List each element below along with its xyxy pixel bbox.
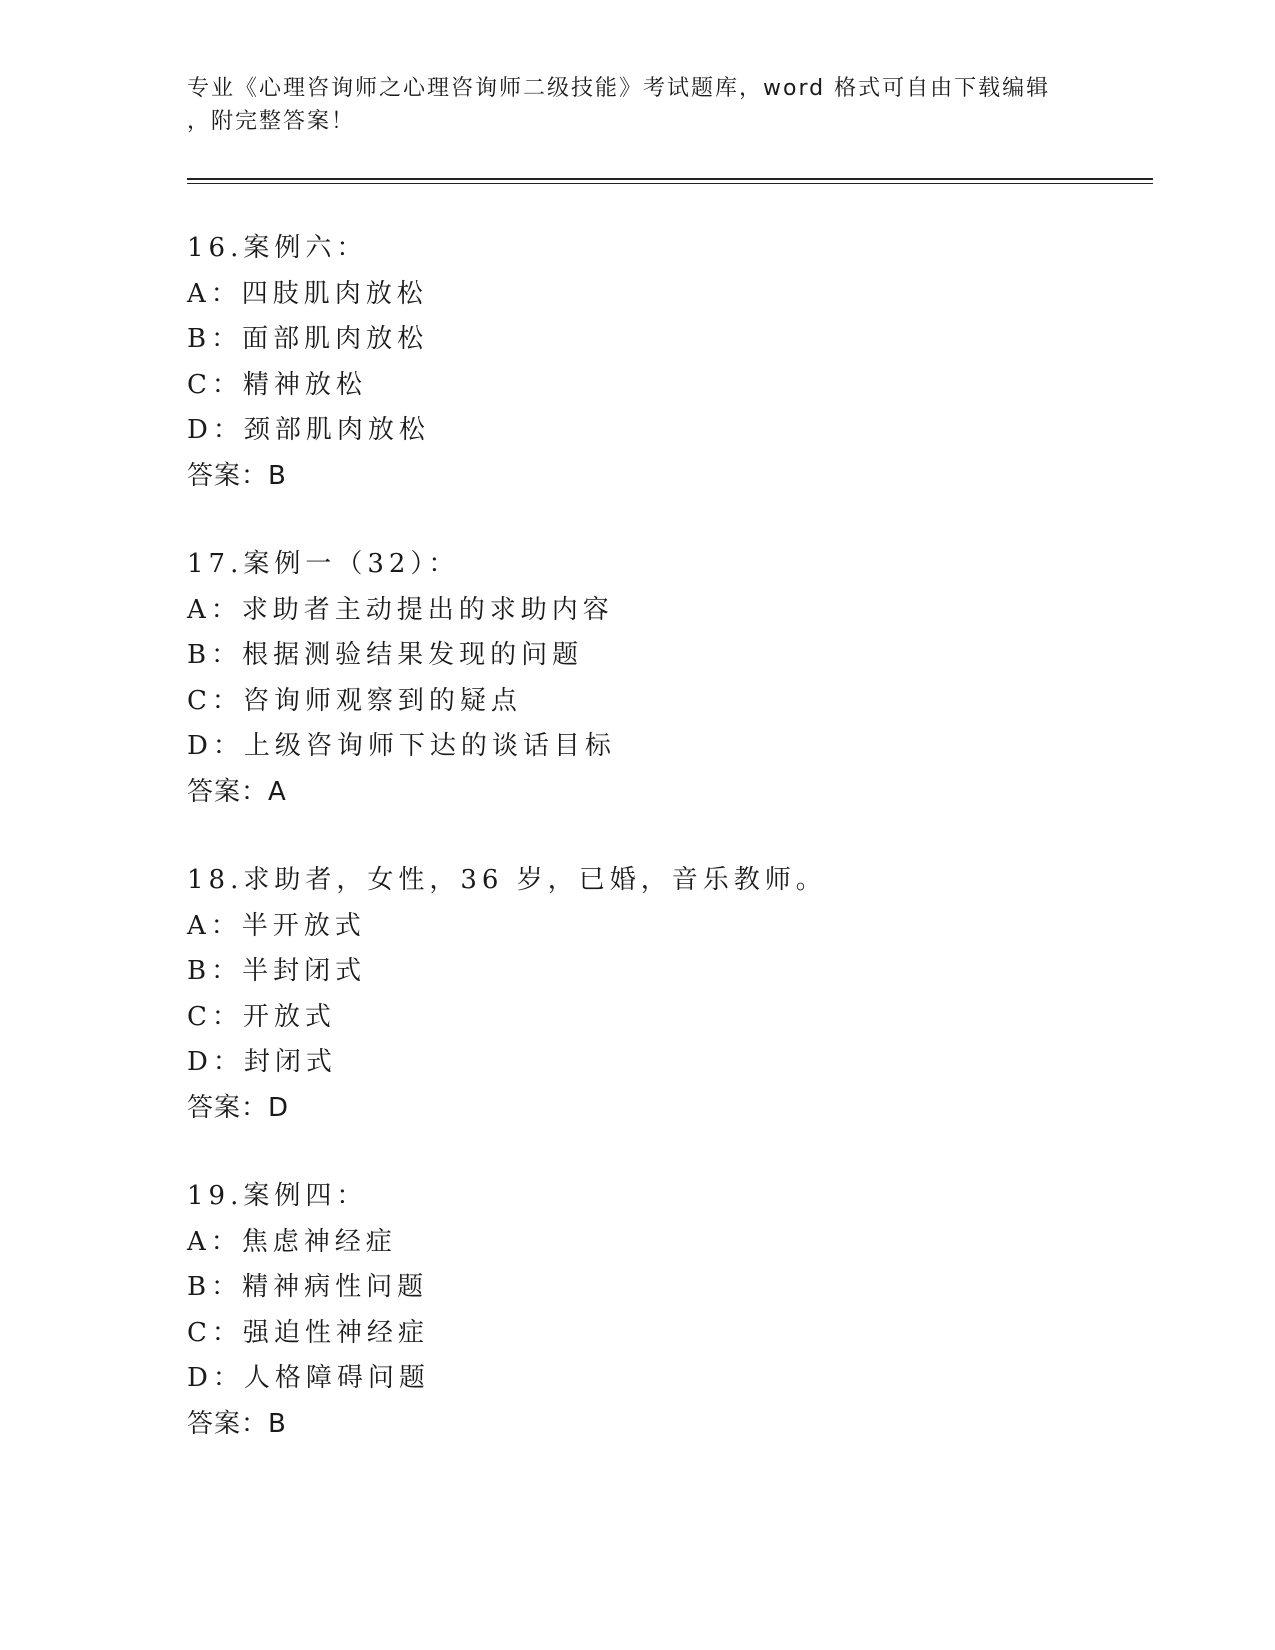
question-stem: 19.案例四： (187, 1181, 368, 1211)
option-c: C：精神放松 (187, 369, 367, 400)
option-a: A：半开放式 (187, 910, 366, 941)
option-d: D：封闭式 (187, 1047, 337, 1077)
option-a: A：求助者主动提出的求助内容 (187, 594, 614, 625)
header-line-2: ，附完整答案！ (187, 109, 356, 134)
option-b: B：根据测验结果发现的问题 (187, 640, 584, 670)
question-18 (187, 858, 1147, 1131)
header-line-1: 专业《心理咨询师之心理咨询师二级技能》考试题库，word 格式可自由下载编辑 (187, 76, 1051, 101)
answer-line: 答案：B (187, 1408, 287, 1439)
option-a: A：四肢肌肉放松 (187, 278, 428, 309)
option-d: D：颈部肌肉放松 (187, 415, 430, 445)
question-stem: 16.案例六： (187, 233, 368, 263)
document-header (187, 72, 1067, 138)
answer-line: 答案：B (187, 460, 287, 491)
option-c: C：开放式 (187, 1001, 336, 1032)
answer-line: 答案：D (187, 1092, 290, 1123)
option-b: B：精神病性问题 (187, 1272, 429, 1302)
header-divider (187, 178, 1153, 180)
header-divider-thin (187, 183, 1153, 184)
option-d: D：人格障碍问题 (187, 1363, 430, 1393)
question-stem: 17.案例一（32）： (187, 549, 460, 579)
option-c: C：强迫性神经症 (187, 1317, 429, 1348)
question-19 (187, 1174, 1147, 1447)
option-d: D：上级咨询师下达的谈话目标 (187, 731, 616, 761)
option-a: A：焦虑神经症 (187, 1226, 397, 1257)
option-c: C：咨询师观察到的疑点 (187, 685, 522, 716)
option-b: B：半封闭式 (187, 956, 367, 986)
question-17 (187, 542, 1147, 815)
option-b: B：面部肌肉放松 (187, 324, 429, 354)
question-stem: 18.求助者，女性，36 岁，已婚，音乐教师。 (187, 865, 827, 895)
answer-line: 答案：A (187, 776, 287, 807)
question-16 (187, 226, 1147, 499)
